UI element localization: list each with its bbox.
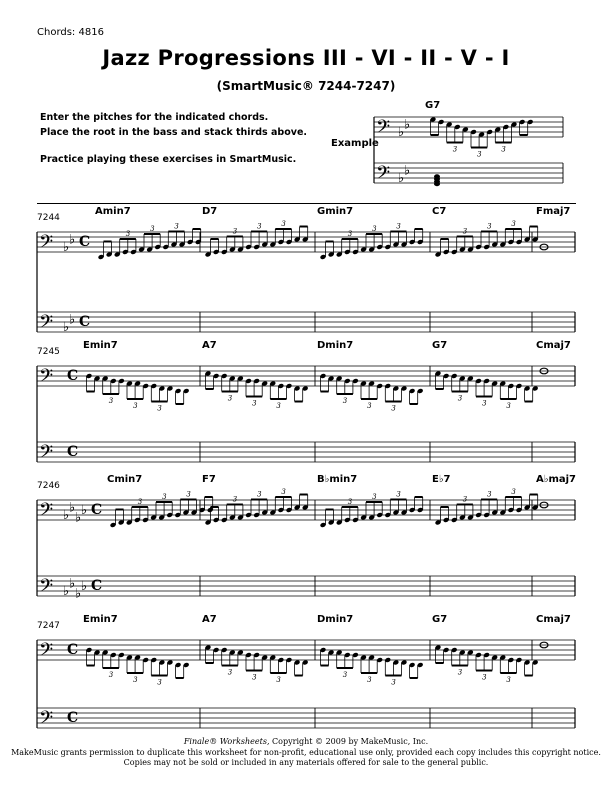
tuplet-number: 3 [342,671,348,679]
page-subtitle: (SmartMusic® 7244-7247) [216,79,396,93]
tuplet-number: 3 [108,671,114,679]
chord-symbol: A7 [202,614,217,625]
page-title: Jazz Progressions III - VI - II - V - I [102,46,510,70]
time-signature: C [67,444,79,460]
key-signature-flat: ♭ [69,232,76,248]
key-signature-flat: ♭ [63,240,70,255]
tuplet-number: 3 [347,230,353,238]
time-signature: C [67,368,79,384]
key-signature-flat: ♭ [404,163,411,179]
tuplet-number: 3 [367,676,372,684]
tuplet-number: 3 [462,495,468,504]
tuplet-number: 3 [133,402,138,410]
tuplet-number: 3 [487,490,492,499]
tuplet-number: 3 [257,222,262,231]
instruction-line-2: Place the root in the bass and stack thirds above. [40,127,307,138]
tuplet-number: 3 [482,673,487,682]
key-signature-flat: ♭ [404,117,411,133]
example-chord-note [434,182,440,186]
key-signature-flat: ♭ [81,503,88,518]
bass-clef: 𝄢 [39,442,54,467]
key-signature-flat: ♭ [398,125,405,140]
tuplet-number: 3 [391,678,396,687]
chord-symbol: Emin7 [83,340,118,351]
tuplet-number: 3 [252,673,257,682]
key-signature-flat: ♭ [63,320,70,335]
footer-product: Finale® Worksheets, [183,737,270,746]
key-signature-flat: ♭ [75,510,82,526]
key-signature-flat: ♭ [81,579,88,594]
footer-copyright: Copyright © 2009 by MakeMusic, Inc. [269,737,429,746]
tuplet-number: 3 [391,404,396,413]
key-signature-flat: ♭ [69,576,76,592]
chords-id: Chords: 4816 [37,27,104,38]
bass-clef: 𝄢 [39,312,54,337]
exercise-number: 7246 [37,481,60,491]
tuplet-number: 3 [186,490,191,499]
bass-clef: 𝄢 [39,500,54,525]
tuplet-number: 3 [232,495,238,504]
footer [0,737,612,769]
tuplet-number: 3 [157,404,162,413]
time-signature: C [67,710,79,726]
chord-symbol: E♭7 [432,474,451,485]
chord-symbol: G7 [425,100,441,111]
tuplet-number: 3 [342,397,348,405]
time-signature: C [67,642,79,658]
tuplet-number: 3 [108,397,114,405]
exercise-number: 7245 [37,347,60,357]
tuplet-number: 3 [347,498,353,506]
chord-symbol: Cmaj7 [536,340,571,351]
bass-clef: 𝄢 [39,708,54,730]
tuplet-number: 3 [252,399,257,408]
tuplet-number: 3 [482,399,487,408]
tuplet-number: 3 [506,676,511,684]
chord-symbol: F7 [202,474,216,485]
chord-symbol: Cmin7 [107,474,143,485]
tuplet-number: 3 [477,150,482,159]
tuplet-number: 3 [452,145,458,154]
exercise-number: 7247 [37,621,60,631]
time-signature: C [91,502,103,518]
tuplet-number: 3 [157,678,162,687]
tuplet-number: 3 [281,220,286,228]
chord-symbol: D7 [202,206,218,217]
instruction-line-1: Enter the pitches for the indicated chords. [40,112,269,123]
tuplet-number: 3 [511,488,516,496]
chord-symbol: C7 [432,206,447,217]
key-signature-flat: ♭ [398,171,405,186]
chord-symbol: A♭maj7 [536,474,577,485]
tuplet-number: 3 [457,394,463,403]
chord-symbol: Gmin7 [317,206,354,217]
tuplet-number: 3 [396,490,401,499]
bass-clef: 𝄢 [376,117,391,142]
footer-restriction: Copies may not be sold or included in any materials offered for sale to the general public. [123,758,489,767]
time-signature: C [79,234,91,250]
tuplet-number: 3 [257,490,262,499]
tuplet-number: 3 [462,227,468,236]
bass-clef: 𝄢 [39,232,54,257]
tuplet-number: 3 [396,222,401,231]
chord-symbol: A7 [202,340,217,351]
tuplet-number: 3 [367,402,372,410]
tuplet-number: 3 [150,225,155,233]
key-signature-flat: ♭ [69,312,76,328]
tuplet-number: 3 [125,230,131,238]
time-signature: C [79,314,91,330]
tuplet-number: 3 [506,402,511,410]
chord-symbol: Dmin7 [317,614,354,625]
chord-symbol: Amin7 [95,206,131,217]
footer-permission: MakeMusic grants permission to duplicate this worksheet for non-profit, educational use only, provided each copy includes this copyright notice. [11,747,601,757]
tuplet-number: 3 [232,227,238,236]
tuplet-number: 3 [137,498,143,506]
tuplet-number: 3 [487,222,492,231]
key-signature-flat: ♭ [69,500,76,516]
tuplet-number: 3 [174,222,179,231]
tuplet-number: 3 [227,394,233,403]
key-signature-flat: ♭ [63,508,70,523]
bass-clef: 𝄢 [376,163,391,188]
exercise-number: 7244 [37,213,60,223]
chord-symbol: Cmaj7 [536,614,571,625]
tuplet-number: 3 [276,676,281,684]
chord-symbol: B♭min7 [317,474,358,485]
tuplet-number: 3 [227,668,233,677]
chord-symbol: G7 [432,614,448,625]
tuplet-number: 3 [511,220,516,228]
tuplet-number: 3 [457,668,463,677]
time-signature: C [91,578,103,594]
tuplet-number: 3 [501,145,506,154]
key-signature-flat: ♭ [63,584,70,599]
chord-symbol: Emin7 [83,614,118,625]
chord-symbol: Fmaj7 [536,206,571,217]
chord-symbol: G7 [432,340,448,351]
tuplet-number: 3 [162,493,167,501]
example-label: Example [331,138,379,149]
bass-clef: 𝄢 [39,576,54,601]
tuplet-number: 3 [276,402,281,410]
key-signature-flat: ♭ [75,586,82,602]
tuplet-number: 3 [372,225,377,233]
tuplet-number: 3 [133,676,138,684]
chord-symbol: Dmin7 [317,340,354,351]
tuplet-number: 3 [281,488,286,496]
bass-clef: 𝄢 [39,640,54,665]
instruction-line-3: Practice playing these exercises in SmartMusic. [40,154,297,165]
tuplet-number: 3 [372,493,377,501]
bass-clef: 𝄢 [39,366,54,391]
